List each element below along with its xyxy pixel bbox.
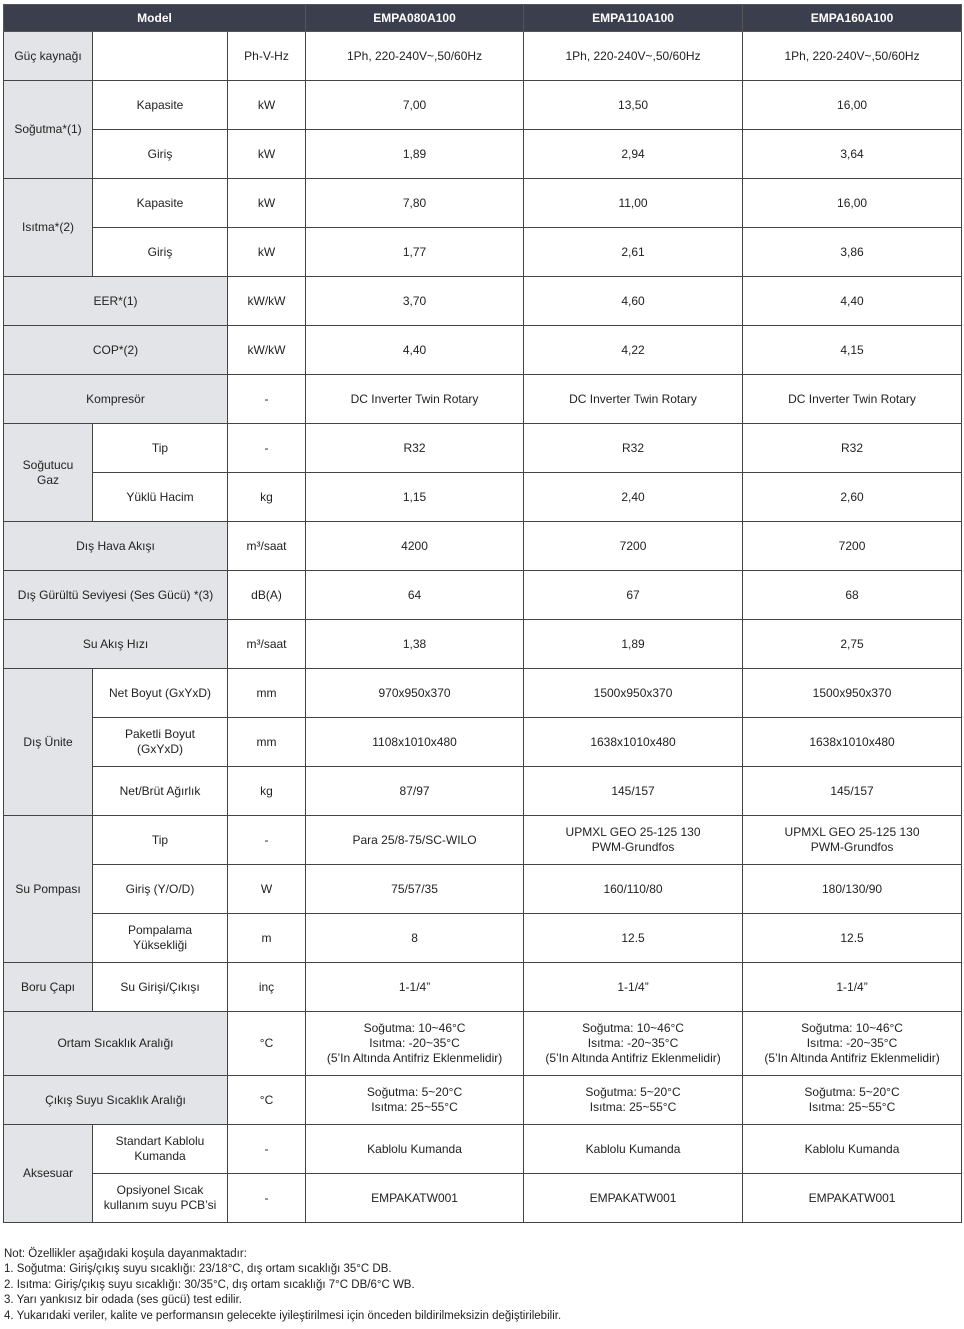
row-outdoor-net (4, 669, 962, 718)
noise-v3: 68 (743, 571, 962, 620)
row-compressor (4, 375, 962, 424)
outdoor-weight-v1: 87/97 (306, 767, 524, 816)
refrigerant-label-line1: Soğutucu (22, 457, 74, 472)
row-cop (4, 326, 962, 375)
row-outdoor-weight (4, 767, 962, 816)
pump-type-v2 (524, 816, 743, 865)
pump-input-unit: W (228, 865, 306, 914)
cooling-cap-label: Kapasite (93, 81, 228, 130)
refrigerant-type-v3: R32 (743, 424, 962, 473)
noise-v1: 64 (306, 571, 524, 620)
outlet-unit: °C (228, 1076, 306, 1125)
heating-inp-label: Giriş (93, 228, 228, 277)
airflow-v2: 7200 (524, 522, 743, 571)
pipe-v2: 1-1/4” (524, 963, 743, 1012)
accessory-label: Aksesuar (4, 1125, 93, 1223)
note-3: 3. Yarı yankısız bir odada (ses gücü) test edilir. (4, 1294, 242, 1307)
row-eer (4, 277, 962, 326)
cooling-cap-v3: 16,00 (743, 81, 962, 130)
eer-label: EER*(1) (4, 277, 228, 326)
note-2: 2. Isıtma: Giriş/çıkış suyu sıcaklığı: 30/35°C, dış ortam sıcaklığı 7°C DB/6°C WB. (4, 1278, 415, 1291)
heating-cap-v2: 11,00 (524, 179, 743, 228)
heating-inp-v1: 1,77 (306, 228, 524, 277)
accessory-std-v3: Kablolu Kumanda (743, 1125, 962, 1174)
cop-v2: 4,22 (524, 326, 743, 375)
pump-head-v3: 12.5 (743, 914, 962, 963)
cooling-cap-unit: kW (228, 81, 306, 130)
refrigerant-type-v2: R32 (524, 424, 743, 473)
accessory-std-unit: - (228, 1125, 306, 1174)
cop-v1: 4,40 (306, 326, 524, 375)
pipe-label: Boru Çapı (4, 963, 93, 1012)
refrigerant-type-label: Tip (93, 424, 228, 473)
outdoor-net-v2: 1500x950x370 (524, 669, 743, 718)
outlet-label: Çıkış Suyu Sıcaklık Aralığı (4, 1076, 228, 1125)
pump-type-v2-line2: PWM-Grundfos (591, 840, 675, 854)
refrigerant-charge-v2: 2,40 (524, 473, 743, 522)
outlet-v3-line1: Soğutma: 5~20°C (804, 1085, 900, 1099)
heating-inp-v2: 2,61 (524, 228, 743, 277)
outlet-v2-line2: Isıtma: 25~55°C (589, 1100, 677, 1114)
pump-head-label-line2: Yüksekliği (132, 938, 188, 952)
pump-head-v1: 8 (306, 914, 524, 963)
cooling-cap-v1: 7,00 (306, 81, 524, 130)
accessory-std-label-line1: Standart Kablolu (115, 1134, 205, 1148)
accessory-std-label-line2: Kumanda (134, 1149, 186, 1163)
ambient-v3-line2: Isıtma: -20~35°C (806, 1036, 898, 1050)
heating-label: Isıtma*(2) (4, 179, 93, 277)
row-airflow (4, 522, 962, 571)
outdoor-pack-label (93, 718, 228, 767)
outdoor-pack-v1: 1108x1010x480 (306, 718, 524, 767)
pipe-v1: 1-1/4” (306, 963, 524, 1012)
compressor-v3: DC Inverter Twin Rotary (743, 375, 962, 424)
accessory-opt-v1: EMPAKATW001 (306, 1174, 524, 1223)
cooling-cap-v2: 13,50 (524, 81, 743, 130)
pump-input-v3: 180/130/90 (743, 865, 962, 914)
power-unit: Ph-V-Hz (228, 32, 306, 81)
accessory-std-v2: Kablolu Kumanda (524, 1125, 743, 1174)
outdoor-label: Dış Ünite (4, 669, 93, 816)
cooling-inp-v2: 2,94 (524, 130, 743, 179)
heating-cap-label: Kapasite (93, 179, 228, 228)
row-refrigerant-type (4, 424, 962, 473)
outdoor-weight-v3: 145/157 (743, 767, 962, 816)
ambient-v3-line3: (5’In Altında Antifriz Eklenmelidir) (764, 1051, 940, 1065)
outdoor-net-v1: 970x950x370 (306, 669, 524, 718)
water-flow-v2: 1,89 (524, 620, 743, 669)
ambient-v2-line2: Isıtma: -20~35°C (587, 1036, 679, 1050)
row-ambient (4, 1012, 962, 1076)
pipe-unit: inç (228, 963, 306, 1012)
row-cooling-capacity (4, 81, 962, 130)
cooling-inp-label: Giriş (93, 130, 228, 179)
noise-label: Dış Gürültü Seviyesi (Ses Gücü) *(3) (4, 571, 228, 620)
outlet-v3-line2: Isıtma: 25~55°C (808, 1100, 896, 1114)
outdoor-pack-unit: mm (228, 718, 306, 767)
heating-cap-v1: 7,80 (306, 179, 524, 228)
outlet-v3 (743, 1076, 962, 1125)
refrigerant-charge-label: Yüklü Hacim (93, 473, 228, 522)
eer-unit: kW/kW (228, 277, 306, 326)
ambient-v3-line1: Soğutma: 10~46°C (801, 1021, 903, 1035)
row-heating-capacity (4, 179, 962, 228)
pump-type-v1 (306, 816, 524, 865)
header-row (4, 5, 962, 32)
airflow-v3: 7200 (743, 522, 962, 571)
cooling-inp-v3: 3,64 (743, 130, 962, 179)
accessory-opt-label-line2: kullanım suyu PCB’si (103, 1198, 217, 1212)
cop-v3: 4,15 (743, 326, 962, 375)
heating-cap-v3: 16,00 (743, 179, 962, 228)
ambient-v1 (306, 1012, 524, 1076)
power-v1: 1Ph, 220-240V~,50/60Hz (306, 32, 524, 81)
airflow-label: Dış Hava Akışı (4, 522, 228, 571)
pump-type-v3-line2: PWM-Grundfos (810, 840, 894, 854)
compressor-unit: - (228, 375, 306, 424)
outdoor-net-v3: 1500x950x370 (743, 669, 962, 718)
ambient-v1-line2: Isıtma: -20~35°C (369, 1036, 460, 1050)
refrigerant-type-v1: R32 (306, 424, 524, 473)
row-refrigerant-charge (4, 473, 962, 522)
ambient-v2-line1: Soğutma: 10~46°C (582, 1021, 684, 1035)
pump-head-label (93, 914, 228, 963)
row-noise (4, 571, 962, 620)
outdoor-net-unit: mm (228, 669, 306, 718)
noise-unit: dB(A) (228, 571, 306, 620)
water-flow-label: Su Akış Hızı (4, 620, 228, 669)
row-cooling-input (4, 130, 962, 179)
compressor-v1: DC Inverter Twin Rotary (306, 375, 524, 424)
pipe-sub-label: Su Girişi/Çıkışı (93, 963, 228, 1012)
pipe-v3: 1-1/4” (743, 963, 962, 1012)
pump-input-v1: 75/57/35 (306, 865, 524, 914)
accessory-std-v1: Kablolu Kumanda (306, 1125, 524, 1174)
eer-v3: 4,40 (743, 277, 962, 326)
water-flow-v1: 1,38 (306, 620, 524, 669)
cooling-label: Soğutma*(1) (4, 81, 93, 179)
ambient-v2-line3: (5’In Altında Antifriz Eklenmelidir) (545, 1051, 721, 1065)
accessory-opt-label-line1: Opsiyonel Sıcak (116, 1183, 204, 1197)
notes (4, 1247, 960, 1324)
water-flow-unit: m³/saat (228, 620, 306, 669)
power-v3: 1Ph, 220-240V~,50/60Hz (743, 32, 962, 81)
heating-inp-v3: 3,86 (743, 228, 962, 277)
pump-head-unit: m (228, 914, 306, 963)
row-pump-head (4, 914, 962, 963)
outdoor-weight-label: Net/Brüt Ağırlık (93, 767, 228, 816)
header-model-2: EMPA110A100 (524, 5, 743, 32)
refrigerant-charge-v3: 2,60 (743, 473, 962, 522)
pump-type-v3 (743, 816, 962, 865)
refrigerant-type-unit: - (228, 424, 306, 473)
airflow-unit: m³/saat (228, 522, 306, 571)
heating-inp-unit: kW (228, 228, 306, 277)
ambient-v1-line1: Soğutma: 10~46°C (363, 1021, 466, 1035)
ambient-unit: °C (228, 1012, 306, 1076)
header-model: Model (4, 5, 306, 32)
power-label: Güç kaynağı (4, 32, 93, 81)
pump-head-label-line1: Pompalama (127, 923, 193, 937)
spec-table (3, 4, 962, 1223)
note-1: 1. Soğutma: Giriş/çıkış suyu sıcaklığı: 23/18°C, dış ortam sıcaklığı 35°C DB. (4, 1263, 392, 1276)
pump-label: Su Pompası (4, 816, 93, 963)
accessory-opt-v2: EMPAKATW001 (524, 1174, 743, 1223)
outdoor-net-label: Net Boyut (GxYxD) (93, 669, 228, 718)
compressor-label: Kompresör (4, 375, 228, 424)
pump-type-unit: - (228, 816, 306, 865)
outlet-v1 (306, 1076, 524, 1125)
heating-cap-unit: kW (228, 179, 306, 228)
outlet-v2-line1: Soğutma: 5~20°C (585, 1085, 681, 1099)
row-pump-type (4, 816, 962, 865)
pump-type-label: Tip (93, 816, 228, 865)
ambient-v2 (524, 1012, 743, 1076)
ambient-v3 (743, 1012, 962, 1076)
pump-head-v2: 12.5 (524, 914, 743, 963)
airflow-v1: 4200 (306, 522, 524, 571)
outdoor-pack-label-line1: Paketli Boyut (124, 727, 196, 741)
row-pipe (4, 963, 962, 1012)
row-outdoor-pack (4, 718, 962, 767)
accessory-opt-label (93, 1174, 228, 1223)
accessory-std-label (93, 1125, 228, 1174)
note-4: 4. Yukarıdaki veriler, kalite ve performansın gelecekte iyileştirilmesi için önceden bildirilmeksizin değiştirilebilir. (4, 1309, 562, 1322)
noise-v2: 67 (524, 571, 743, 620)
row-accessory-std (4, 1125, 962, 1174)
ambient-v1-line3: (5’In Altında Antifriz Eklenmelidir) (326, 1051, 503, 1065)
outlet-v1-line2: Isıtma: 25~55°C (371, 1100, 458, 1114)
row-water-flow (4, 620, 962, 669)
outlet-v2 (524, 1076, 743, 1125)
pump-type-v1-line1: Para 25/8-75/SC-WILO (352, 832, 477, 847)
row-outlet (4, 1076, 962, 1125)
eer-v1: 3,70 (306, 277, 524, 326)
refrigerant-label (4, 424, 93, 522)
outdoor-pack-label-line2: (GxYxD) (137, 742, 183, 756)
row-accessory-opt (4, 1174, 962, 1223)
refrigerant-charge-v1: 1,15 (306, 473, 524, 522)
power-v2: 1Ph, 220-240V~,50/60Hz (524, 32, 743, 81)
note-heading: Not: Özellikler aşağıdaki koşula dayanmaktadır: (4, 1248, 247, 1260)
ambient-label: Ortam Sıcaklık Aralığı (4, 1012, 228, 1076)
eer-v2: 4,60 (524, 277, 743, 326)
pump-type-v3-line1: UPMXL GEO 25-125 130 (784, 825, 920, 839)
outdoor-weight-v2: 145/157 (524, 767, 743, 816)
row-power (4, 32, 962, 81)
pump-input-label: Giriş (Y/O/D) (93, 865, 228, 914)
refrigerant-label-line2: Gaz (36, 472, 59, 487)
accessory-opt-v3: EMPAKATW001 (743, 1174, 962, 1223)
water-flow-v3: 2,75 (743, 620, 962, 669)
refrigerant-charge-unit: kg (228, 473, 306, 522)
outdoor-pack-v3: 1638x1010x480 (743, 718, 962, 767)
cop-unit: kW/kW (228, 326, 306, 375)
header-model-1: EMPA080A100 (306, 5, 524, 32)
power-empty (93, 32, 228, 81)
accessory-opt-unit: - (228, 1174, 306, 1223)
outdoor-weight-unit: kg (228, 767, 306, 816)
cooling-inp-unit: kW (228, 130, 306, 179)
cooling-inp-v1: 1,89 (306, 130, 524, 179)
outdoor-pack-v2: 1638x1010x480 (524, 718, 743, 767)
pump-input-v2: 160/110/80 (524, 865, 743, 914)
outlet-v1-line1: Soğutma: 5~20°C (366, 1085, 463, 1099)
row-heating-input (4, 228, 962, 277)
cop-label: COP*(2) (4, 326, 228, 375)
row-pump-input (4, 865, 962, 914)
header-model-3: EMPA160A100 (743, 5, 962, 32)
pump-type-v2-line1: UPMXL GEO 25-125 130 (565, 825, 701, 839)
compressor-v2: DC Inverter Twin Rotary (524, 375, 743, 424)
